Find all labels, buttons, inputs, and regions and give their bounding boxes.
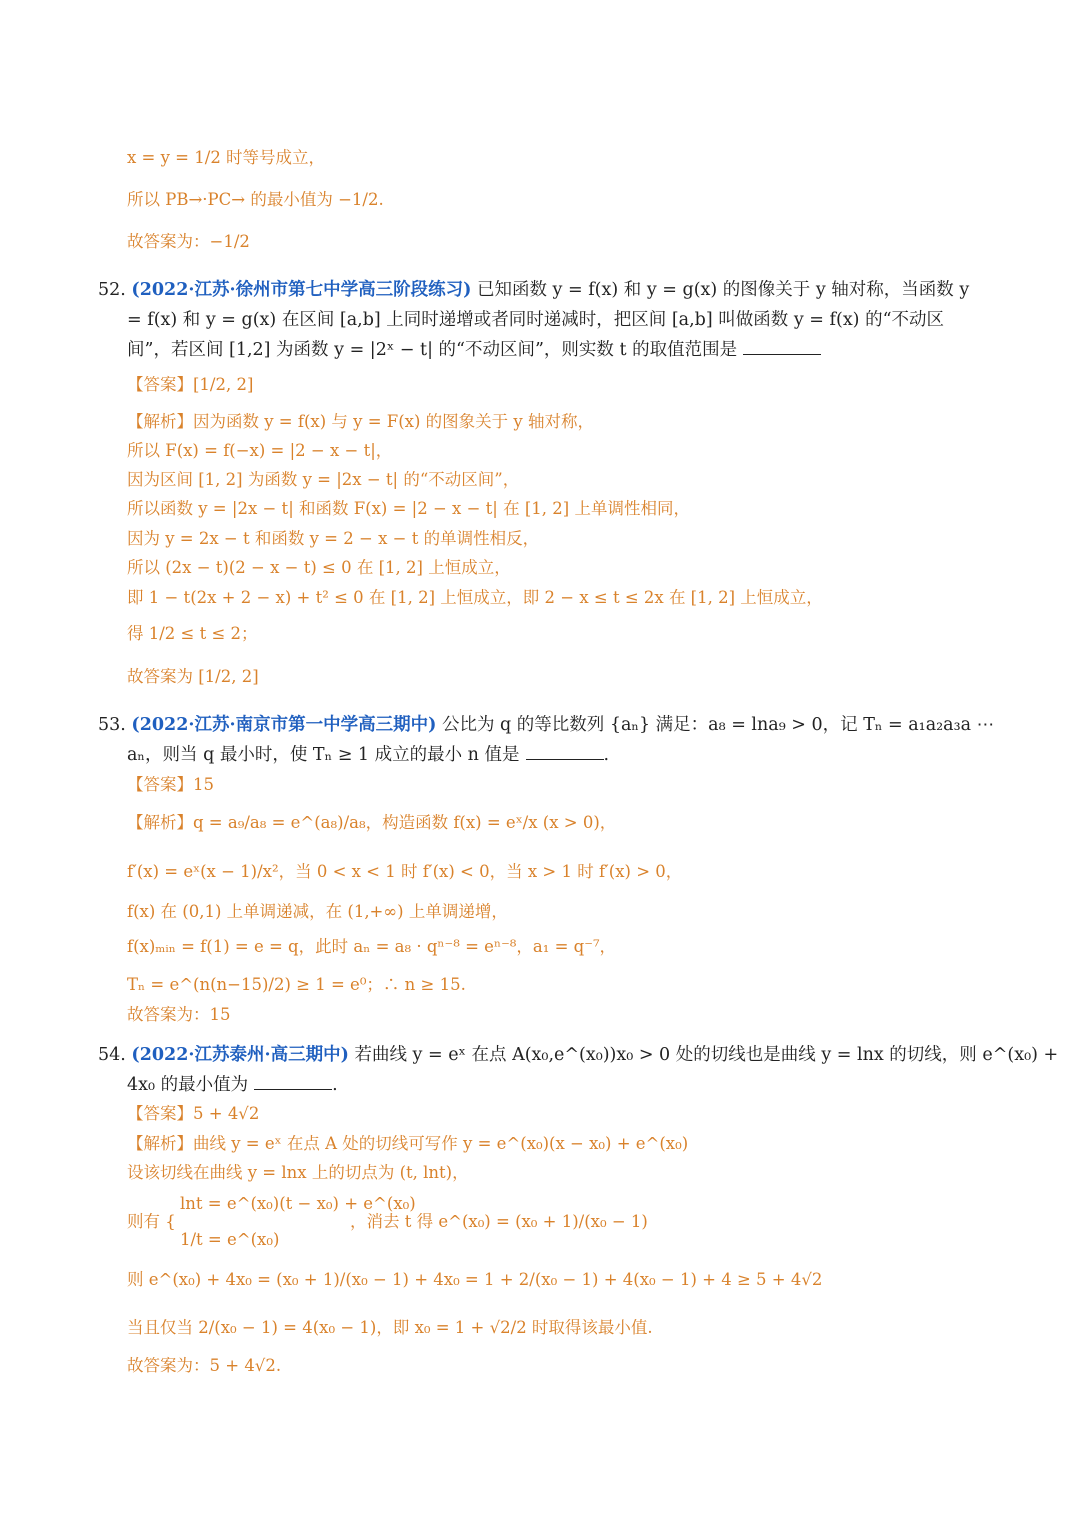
problem-text: = f(x) 和 y = g(x) 在区间 [a,b] 上同时递增或者同时递减时，把区间 [a,b] 叫做函数 y = f(x) 的“不动区	[127, 310, 945, 330]
problem-53-line-1	[98, 713, 994, 737]
problem-text: 公比为 q 的等比数列 {aₙ} 满足：a₈ = lna₉ > 0，记 Tₙ = a₁a₂a₃a ⋯	[441, 715, 995, 735]
problem-54-line-1	[98, 1043, 1058, 1067]
problem-text: 若曲线 y = eˣ 在点 A(x₀,e^(x₀))x₀ > 0 处的切线也是曲线 y = lnx 的切线，则 e^(x₀) +	[354, 1045, 1059, 1065]
solution-line: f′(x) = eˣ(x − 1)/x²，当 0 < x < 1 时 f′(x) < 0，当 x > 1 时 f′(x) > 0，	[127, 862, 683, 881]
problem-source: (2022·江苏·徐州市第七中学高三阶段练习)	[131, 280, 472, 300]
solution-line: 所以函数 y = |2x − t| 和函数 F(x) = |2 − x − t| 在 [1, 2] 上单调性相同，	[127, 499, 690, 518]
answer-blank	[254, 1073, 332, 1090]
solution-line: 所以 F(x) = f(−x) = |2 − x − t|，	[127, 441, 393, 460]
solution-line: f(x)ₘᵢₙ = f(1) = e = q，此时 aₙ = a₈ · qⁿ⁻⁸ = eⁿ⁻⁸，a₁ = q⁻⁷，	[127, 937, 617, 956]
solution-line: 故答案为：5 + 4√2.	[127, 1356, 282, 1375]
solution-line: 故答案为：−1/2	[127, 232, 250, 251]
problem-text: 4x₀ 的最小值为	[127, 1075, 249, 1095]
solution-line: 故答案为 [1/2, 2]	[127, 667, 259, 686]
solution-line: 因为区间 [1, 2] 为函数 y = |2x − t| 的“不动区间”，	[127, 470, 520, 489]
problem-52-line-1	[98, 278, 969, 302]
solution-line: 【解析】曲线 y = eˣ 在点 A 处的切线可写作 y = e^(x₀)(x − x₀) + e^(x₀)	[127, 1134, 689, 1153]
solution-line: Tₙ = e^(n(n−15)/2) ≥ 1 = e⁰；∴ n ≥ 15.	[127, 975, 466, 994]
problem-source: (2022·江苏泰州·高三期中)	[131, 1045, 349, 1065]
solution-line: 设该切线在曲线 y = lnx 上的切点为 (t, lnt)，	[127, 1163, 469, 1182]
problem-text: 已知函数 y = f(x) 和 y = g(x) 的图像关于 y 轴对称，当函数 y	[476, 280, 970, 300]
problem-53-line-2: aₙ，则当 q 最小时，使 Tₙ ≥ 1 成立的最小 n 值是 .	[127, 745, 610, 765]
solution-line: 所以 (2x − t)(2 − x − t) ≤ 0 在 [1, 2] 上恒成立，	[127, 558, 511, 577]
solution-line: 所以 PB→·PC→ 的最小值为 −1/2.	[127, 190, 384, 209]
problem-52-line-3	[127, 338, 821, 362]
answer-line: 【答案】15	[127, 775, 214, 794]
solution-line: 【解析】q = a₉/a₈ = e^(a₈)/a₈，构造函数 f(x) = eˣ/x (x > 0)，	[127, 813, 617, 832]
solution-line: 因为 y = 2x − t 和函数 y = 2 − x − t 的单调性相反，	[127, 529, 540, 548]
solution-line: 则有 {	[127, 1212, 176, 1231]
solution-line: f(x) 在 (0,1) 上单调递减，在 (1,+∞) 上单调递增，	[127, 902, 508, 921]
problem-number: 52.	[98, 280, 126, 300]
answer-line: 【答案】[1/2, 2]	[127, 375, 254, 394]
solution-line: 【解析】因为函数 y = f(x) 与 y = F(x) 的图象关于 y 轴对称，	[127, 412, 594, 431]
solution-line: 当且仅当 2/(x₀ − 1) = 4(x₀ − 1)，即 x₀ = 1 + √2/2 时取得该最小值.	[127, 1318, 653, 1337]
problem-number: 53.	[98, 715, 126, 735]
problem-source: (2022·江苏·南京市第一中学高三期中)	[131, 715, 437, 735]
problem-text: 间”，若区间 [1,2] 为函数 y = |2ˣ − t| 的“不动区间”，则实数 t 的取值范围是	[127, 340, 738, 360]
answer-line: 【答案】5 + 4√2	[127, 1104, 260, 1123]
solution-line: 则 e^(x₀) + 4x₀ = (x₀ + 1)/(x₀ − 1) + 4x₀ = 1 + 2/(x₀ − 1) + 4(x₀ − 1) + 4 ≥ 5 + 4√2	[127, 1270, 823, 1289]
answer-blank	[743, 338, 821, 355]
problem-number: 54.	[98, 1045, 126, 1065]
solution-line: 得 1/2 ≤ t ≤ 2；	[127, 624, 258, 643]
solution-line: 故答案为：15	[127, 1005, 231, 1024]
answer-blank	[526, 743, 604, 760]
problem-54-line-2: 4x₀ 的最小值为 .	[127, 1075, 338, 1095]
solution-line: 即 1 − t(2x + 2 − x) + t² ≤ 0 在 [1, 2] 上恒成立，即 2 − x ≤ t ≤ 2x 在 [1, 2] 上恒成立，	[127, 588, 823, 607]
solution-line: lnt = e^(x₀)(t − x₀) + e^(x₀)	[180, 1194, 416, 1213]
solution-line: ，消去 t 得 e^(x₀) = (x₀ + 1)/(x₀ − 1)	[350, 1212, 648, 1231]
solution-line: 1/t = e^(x₀)	[180, 1230, 280, 1249]
problem-text: aₙ，则当 q 最小时，使 Tₙ ≥ 1 成立的最小 n 值是	[127, 745, 520, 765]
solution-line: x = y = 1/2 时等号成立，	[127, 148, 326, 167]
